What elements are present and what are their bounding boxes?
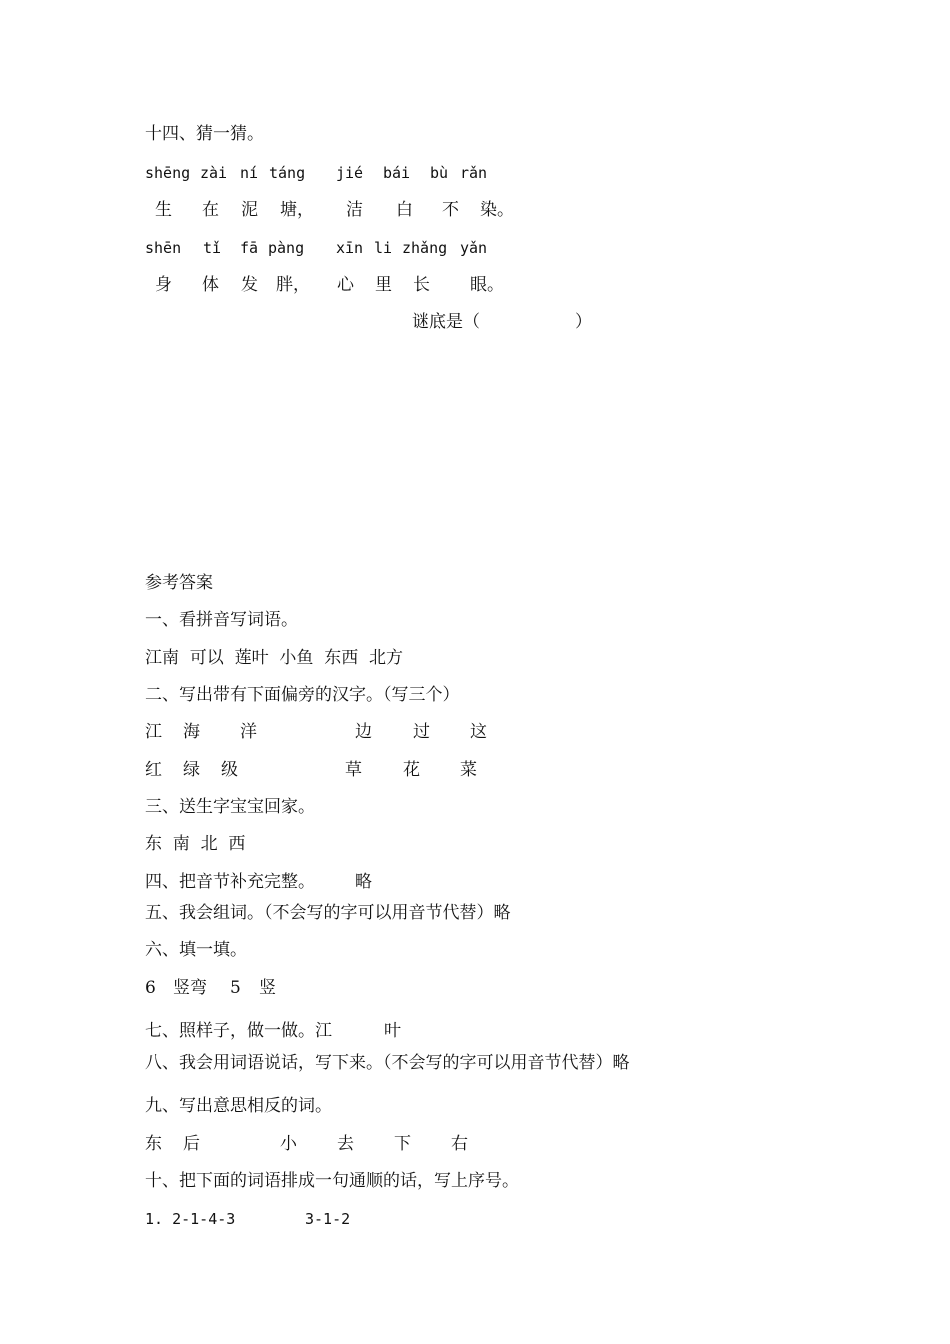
riddle-char: 不: [442, 200, 459, 220]
answer-char: 菜: [460, 760, 477, 780]
riddle-char: 染。: [480, 200, 514, 220]
riddle-char: 泥: [241, 200, 258, 220]
answer-char: 东: [145, 1134, 162, 1154]
pinyin: zài: [200, 164, 228, 182]
riddle-answer-close: ）: [575, 312, 592, 332]
riddle-char: 体: [202, 275, 219, 295]
riddle-heading: 十四、猜一猜。: [145, 124, 264, 144]
q3-heading: 三、送生字宝宝回家。: [145, 797, 315, 817]
answer-value: 6: [145, 978, 156, 998]
q10-heading: 十、把下面的词语排成一句通顺的话，写上序号。: [145, 1171, 519, 1191]
answer-value: 5: [230, 978, 241, 998]
answer-char: 后: [183, 1134, 200, 1154]
answer-char: 级: [221, 760, 238, 780]
pinyin: pàng: [268, 239, 305, 257]
pinyin: li: [374, 239, 393, 257]
riddle-char: 身: [155, 275, 172, 295]
riddle-char: 生: [155, 200, 172, 220]
q9-heading: 九、写出意思相反的词。: [145, 1096, 332, 1116]
q3-answer: 东 南 北 西: [145, 834, 246, 854]
pinyin: shēn: [145, 239, 182, 257]
riddle-char: 塘，: [280, 200, 314, 220]
q2-heading: 二、写出带有下面偏旁的汉字。（写三个）: [145, 685, 460, 705]
pinyin: xīn: [336, 239, 364, 257]
answer-char: 花: [403, 760, 420, 780]
answer-value: 竖弯: [173, 978, 207, 998]
riddle-char: 心: [337, 275, 354, 295]
answer-char: 下: [394, 1134, 411, 1154]
q4-answer: 略: [355, 872, 372, 892]
answer-char: 过: [413, 722, 430, 742]
pinyin: jié: [336, 164, 364, 182]
riddle-char: 发: [241, 275, 258, 295]
answer-char: 江: [145, 722, 162, 742]
pinyin: yǎn: [460, 239, 488, 257]
pinyin: shēng: [145, 164, 191, 182]
answer-value: 竖: [259, 978, 276, 998]
answer-char: 小: [280, 1134, 297, 1154]
riddle-char: 洁: [346, 200, 363, 220]
q7-answer: 叶: [384, 1021, 401, 1041]
riddle-char: 胖，: [276, 275, 310, 295]
answer-char: 洋: [240, 722, 257, 742]
q1-heading: 一、看拼音写词语。: [145, 610, 298, 630]
answer-char: 去: [337, 1134, 354, 1154]
answer-char: 边: [355, 722, 372, 742]
answer-sequence-1: 1. 2-1-4-3: [145, 1210, 236, 1228]
pinyin: táng: [269, 164, 306, 182]
pinyin: ní: [240, 164, 259, 182]
pinyin: zhǎng: [402, 239, 448, 257]
answer-sequence-2: 3-1-2: [305, 1210, 351, 1228]
q6-heading: 六、填一填。: [145, 940, 247, 960]
answer-char: 红: [145, 760, 162, 780]
riddle-answer-prompt: 谜底是（: [412, 312, 480, 332]
answer-char: 绿: [183, 760, 200, 780]
pinyin: fā: [240, 239, 259, 257]
pinyin: bái: [383, 164, 411, 182]
answers-heading: 参考答案: [145, 573, 213, 593]
q8-line: 八、我会用词语说话，写下来。（不会写的字可以用音节代替）略: [145, 1053, 630, 1073]
q7-heading: 七、照样子，做一做。江: [145, 1021, 332, 1041]
q5-line: 五、我会组词。（不会写的字可以用音节代替）略: [145, 903, 511, 923]
riddle-char: 眼。: [470, 275, 504, 295]
riddle-char: 长: [413, 275, 430, 295]
answer-char: 草: [345, 760, 362, 780]
riddle-char: 在: [202, 200, 219, 220]
pinyin: rǎn: [460, 164, 488, 182]
pinyin: bù: [430, 164, 449, 182]
answer-char: 右: [451, 1134, 468, 1154]
riddle-char: 白: [396, 200, 413, 220]
answer-char: 这: [470, 722, 487, 742]
pinyin: tǐ: [203, 239, 222, 257]
answer-char: 海: [183, 722, 200, 742]
q4-heading: 四、把音节补充完整。: [145, 872, 315, 892]
riddle-char: 里: [375, 275, 392, 295]
q1-answer: 江南 可以 莲叶 小鱼 东西 北方: [145, 648, 404, 668]
